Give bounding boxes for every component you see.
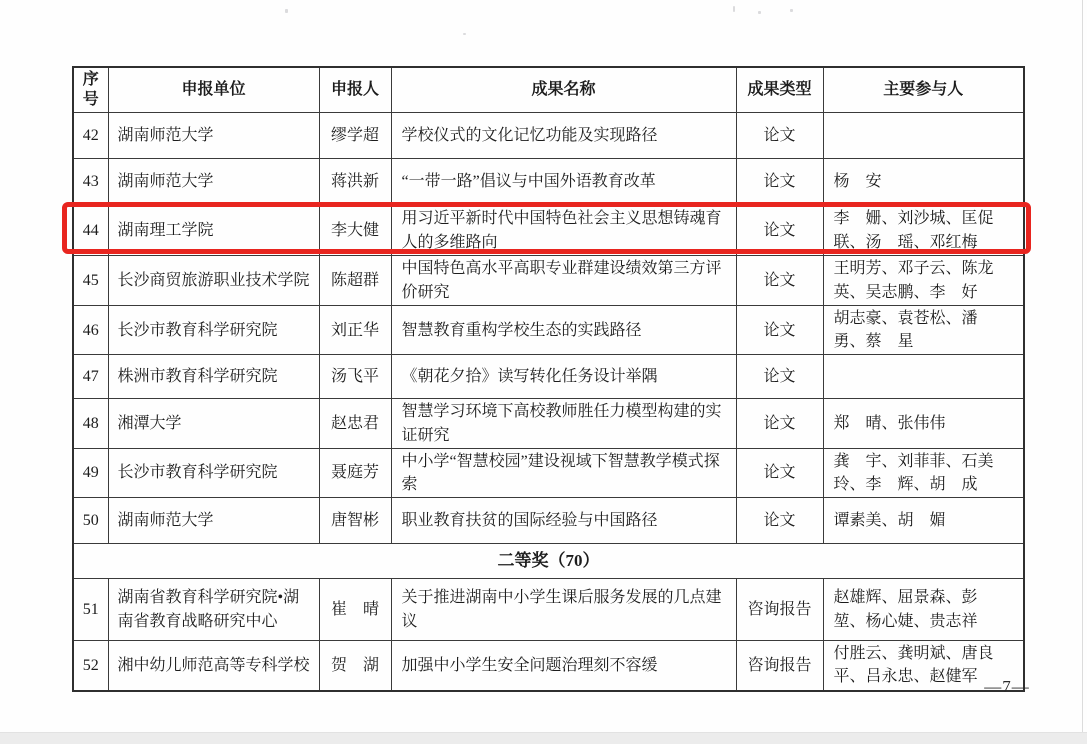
cell-no: 44 xyxy=(73,206,108,256)
cell-no: 46 xyxy=(73,306,108,355)
cell-unit: 湖南师范大学 xyxy=(108,159,319,206)
cell-type: 咨询报告 xyxy=(736,641,823,691)
scan-bottom-edge xyxy=(0,732,1087,744)
cell-unit: 湘潭大学 xyxy=(108,399,319,448)
table-row-45 xyxy=(73,256,1024,306)
cell-unit: 长沙市教育科学研究院 xyxy=(108,448,319,497)
cell-no: 47 xyxy=(73,355,108,399)
cell-title: 中国特色高水平高职专业群建设绩效第三方评价研究 xyxy=(391,256,736,306)
table-row-50 xyxy=(73,498,1024,544)
cell-applicant: 汤飞平 xyxy=(319,355,391,399)
table-row-48 xyxy=(73,399,1024,448)
cell-no: 49 xyxy=(73,448,108,497)
cell-no: 52 xyxy=(73,641,108,691)
table-header-row xyxy=(73,67,1024,113)
cell-type: 论文 xyxy=(736,206,823,256)
col-header-unit: 申报单位 xyxy=(108,67,319,113)
cell-type: 论文 xyxy=(736,159,823,206)
page-number: —7— xyxy=(984,677,1030,696)
table-row-51 xyxy=(73,579,1024,641)
scan-artifact xyxy=(790,9,793,12)
table-row-46 xyxy=(73,306,1024,355)
cell-title: 职业教育扶贫的国际经验与中国路径 xyxy=(391,498,736,544)
cell-applicant: 缪学超 xyxy=(319,113,391,159)
cell-title: “一带一路”倡议与中国外语教育改革 xyxy=(391,159,736,206)
cell-type: 论文 xyxy=(736,399,823,448)
cell-participants xyxy=(823,113,1024,159)
cell-title: 中小学“智慧校园”建设视域下智慧教学模式探索 xyxy=(391,448,736,497)
cell-unit: 湘中幼儿师范高等专科学校 xyxy=(108,641,319,691)
cell-title: 关于推进湖南中小学生课后服务发展的几点建议 xyxy=(391,579,736,641)
cell-applicant: 刘正华 xyxy=(319,306,391,355)
cell-type: 论文 xyxy=(736,306,823,355)
table-row-44-highlighted xyxy=(73,206,1024,256)
awards-table xyxy=(72,66,1025,692)
cell-no: 50 xyxy=(73,498,108,544)
cell-title: 《朝花夕拾》读写转化任务设计举隅 xyxy=(391,355,736,399)
cell-type: 论文 xyxy=(736,498,823,544)
cell-applicant: 赵忠君 xyxy=(319,399,391,448)
cell-participants: 王明芳、邓子云、陈龙英、吴志鹏、李 好 xyxy=(823,256,1024,306)
cell-applicant: 蒋洪新 xyxy=(319,159,391,206)
scan-artifact xyxy=(733,6,735,12)
cell-unit: 湖南师范大学 xyxy=(108,498,319,544)
cell-participants xyxy=(823,355,1024,399)
table-row-47 xyxy=(73,355,1024,399)
cell-no: 43 xyxy=(73,159,108,206)
cell-type: 咨询报告 xyxy=(736,579,823,641)
col-header-no: 序号 xyxy=(73,67,108,113)
cell-applicant: 崔 晴 xyxy=(319,579,391,641)
cell-participants: 赵雄辉、屈景森、彭 堃、杨心婕、贵志祥 xyxy=(823,579,1024,641)
cell-applicant: 贺 湖 xyxy=(319,641,391,691)
cell-unit: 湖南师范大学 xyxy=(108,113,319,159)
cell-type: 论文 xyxy=(736,355,823,399)
cell-applicant: 李大健 xyxy=(319,206,391,256)
cell-applicant: 聂庭芳 xyxy=(319,448,391,497)
cell-participants: 杨 安 xyxy=(823,159,1024,206)
cell-unit: 株洲市教育科学研究院 xyxy=(108,355,319,399)
cell-unit: 湖南省教育科学研究院•湖南省教育战略研究中心 xyxy=(108,579,319,641)
col-header-participants: 主要参与人 xyxy=(823,67,1024,113)
cell-type: 论文 xyxy=(736,256,823,306)
cell-type: 论文 xyxy=(736,113,823,159)
table-row-49 xyxy=(73,448,1024,497)
table-row-52 xyxy=(73,641,1024,691)
col-header-type: 成果类型 xyxy=(736,67,823,113)
section-header-label: 二等奖（70） xyxy=(73,544,1024,579)
cell-type: 论文 xyxy=(736,448,823,497)
cell-participants: 谭素美、胡 媚 xyxy=(823,498,1024,544)
cell-participants: 李 姗、刘沙城、匡促联、汤 瑶、邓红梅 xyxy=(823,206,1024,256)
cell-title: 用习近平新时代中国特色社会主义思想铸魂育人的多维路向 xyxy=(391,206,736,256)
cell-applicant: 陈超群 xyxy=(319,256,391,306)
col-header-applicant: 申报人 xyxy=(319,67,391,113)
cell-no: 42 xyxy=(73,113,108,159)
col-header-title: 成果名称 xyxy=(391,67,736,113)
cell-title: 加强中小学生安全问题治理刻不容缓 xyxy=(391,641,736,691)
cell-applicant: 唐智彬 xyxy=(319,498,391,544)
scan-artifact xyxy=(463,33,466,35)
cell-participants: 胡志豪、袁苍松、潘 勇、蔡 星 xyxy=(823,306,1024,355)
cell-title: 智慧教育重构学校生态的实践路径 xyxy=(391,306,736,355)
cell-participants: 龚 宇、刘菲菲、石美玲、李 辉、胡 成 xyxy=(823,448,1024,497)
cell-no: 45 xyxy=(73,256,108,306)
cell-unit: 长沙商贸旅游职业技术学院 xyxy=(108,256,319,306)
cell-participants: 郑 晴、张伟伟 xyxy=(823,399,1024,448)
cell-participants: 付胜云、龚明斌、唐良平、吕永忠、赵健军 xyxy=(823,641,1024,691)
cell-unit: 长沙市教育科学研究院 xyxy=(108,306,319,355)
cell-title: 学校仪式的文化记忆功能及实现路径 xyxy=(391,113,736,159)
cell-title: 智慧学习环境下高校教师胜任力模型构建的实证研究 xyxy=(391,399,736,448)
table-row-43 xyxy=(73,159,1024,206)
scan-right-edge xyxy=(1082,0,1083,733)
cell-no: 51 xyxy=(73,579,108,641)
section-header-row xyxy=(73,544,1024,579)
table-row-42 xyxy=(73,113,1024,159)
scan-artifact xyxy=(285,9,288,13)
cell-no: 48 xyxy=(73,399,108,448)
scan-artifact xyxy=(758,11,761,14)
cell-unit: 湖南理工学院 xyxy=(108,206,319,256)
